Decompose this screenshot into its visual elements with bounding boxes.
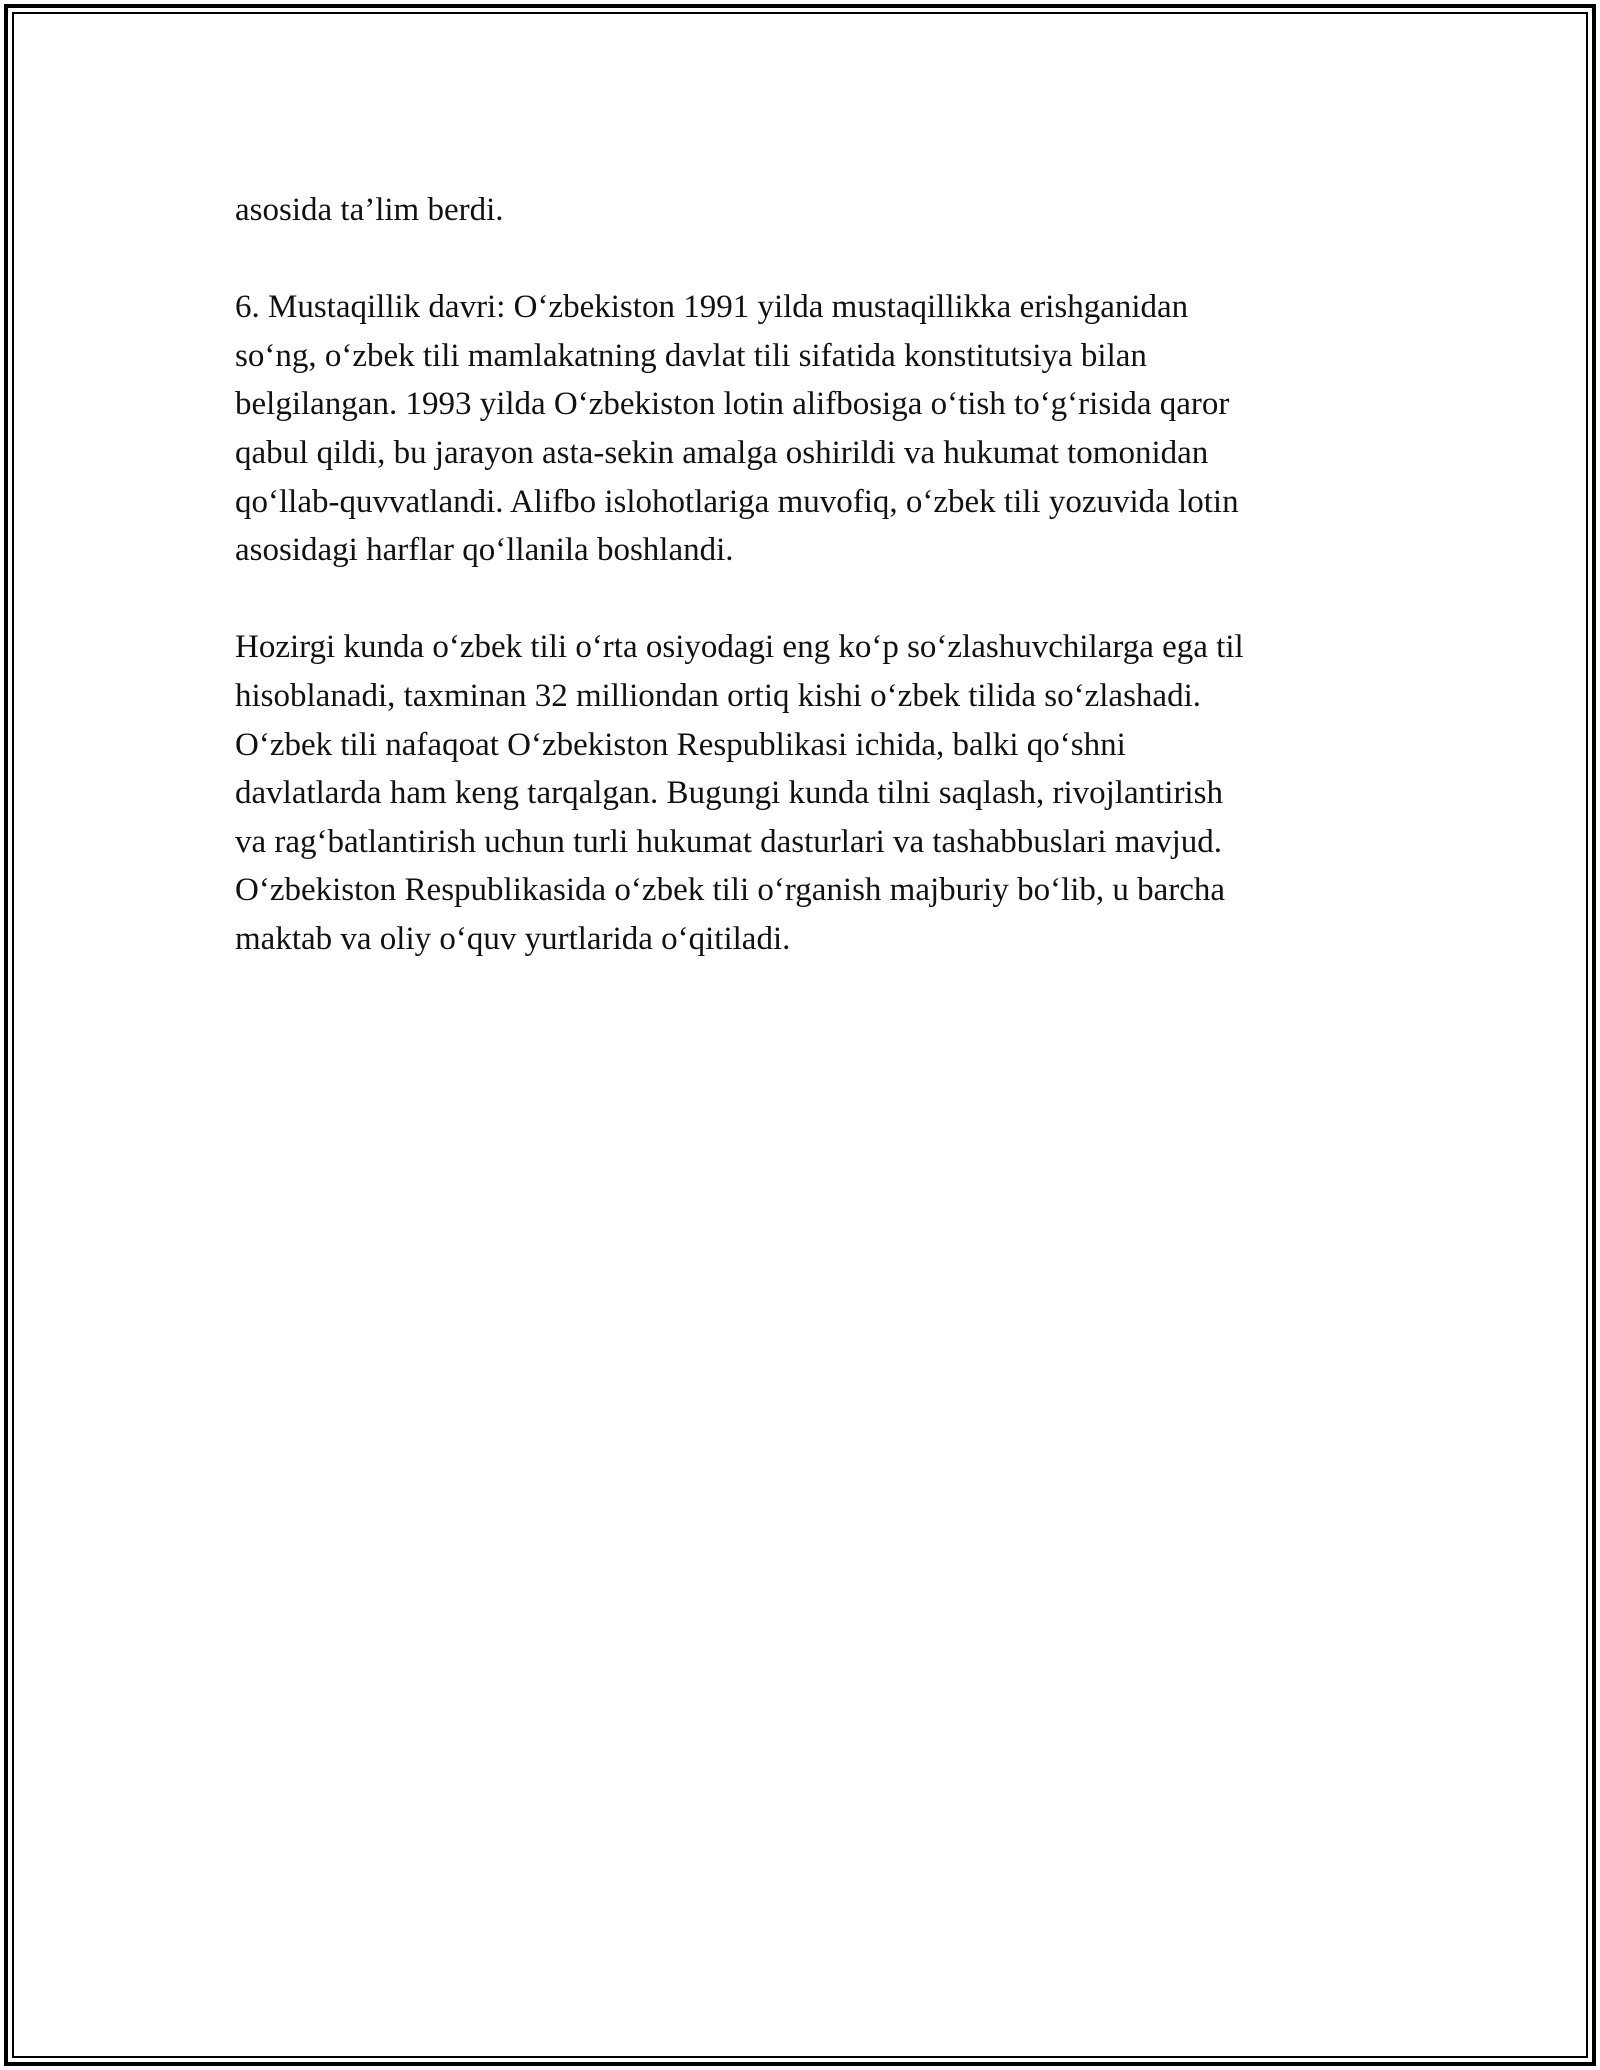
text-line: so‘ng, o‘zbek tili mamlakatning davlat tili sifatida konstitutsiya bilan bbox=[235, 337, 1147, 374]
paragraph-independence-period bbox=[235, 283, 1375, 575]
text-line: qo‘llab-quvvatlandi. Alifbo islohotlariga muvofiq, o‘zbek tili yozuvida lotin bbox=[235, 483, 1239, 520]
text-line: va rag‘batlantirish uchun turli hukumat dasturlari va tashabbuslari mavjud. bbox=[235, 823, 1222, 860]
text-line: asosida ta’lim berdi. bbox=[235, 192, 504, 228]
text-line: hisoblanadi, taxminan 32 milliondan ortiq kishi o‘zbek tilida so‘zlashadi. bbox=[235, 677, 1201, 714]
text-line: belgilangan. 1993 yilda O‘zbekiston lotin alifbosiga o‘tish to‘g‘risida qaror bbox=[235, 386, 1230, 423]
text-line: asosidagi harflar qo‘llanila boshlandi. bbox=[235, 532, 734, 569]
text-line: davlatlarda ham keng tarqalgan. Bugungi kunda tilni saqlash, rivojlantirish bbox=[235, 775, 1223, 812]
paragraph-current-status bbox=[235, 623, 1375, 963]
text-line: maktab va oliy o‘quv yurtlarida o‘qitiladi. bbox=[235, 920, 791, 957]
text-line: qabul qildi, bu jarayon asta-sekin amalga oshirildi va hukumat tomonidan bbox=[235, 434, 1209, 471]
text-line: O‘zbekiston Respublikasida o‘zbek tili o‘rganish majburiy bo‘lib, u barcha bbox=[235, 872, 1226, 909]
document-body bbox=[235, 186, 1375, 1012]
text-line: Hozirgi kunda o‘zbek tili o‘rta osiyodagi eng ko‘p so‘zlashuvchilarga ega til bbox=[235, 629, 1244, 666]
text-line: 6. Mustaqillik davri: O‘zbekiston 1991 yilda mustaqillikka erishganidan bbox=[235, 289, 1189, 326]
paragraph-continuation bbox=[235, 186, 1375, 235]
text-line: O‘zbek tili nafaqoat O‘zbekiston Respublikasi ichida, balki qo‘shni bbox=[235, 726, 1126, 763]
